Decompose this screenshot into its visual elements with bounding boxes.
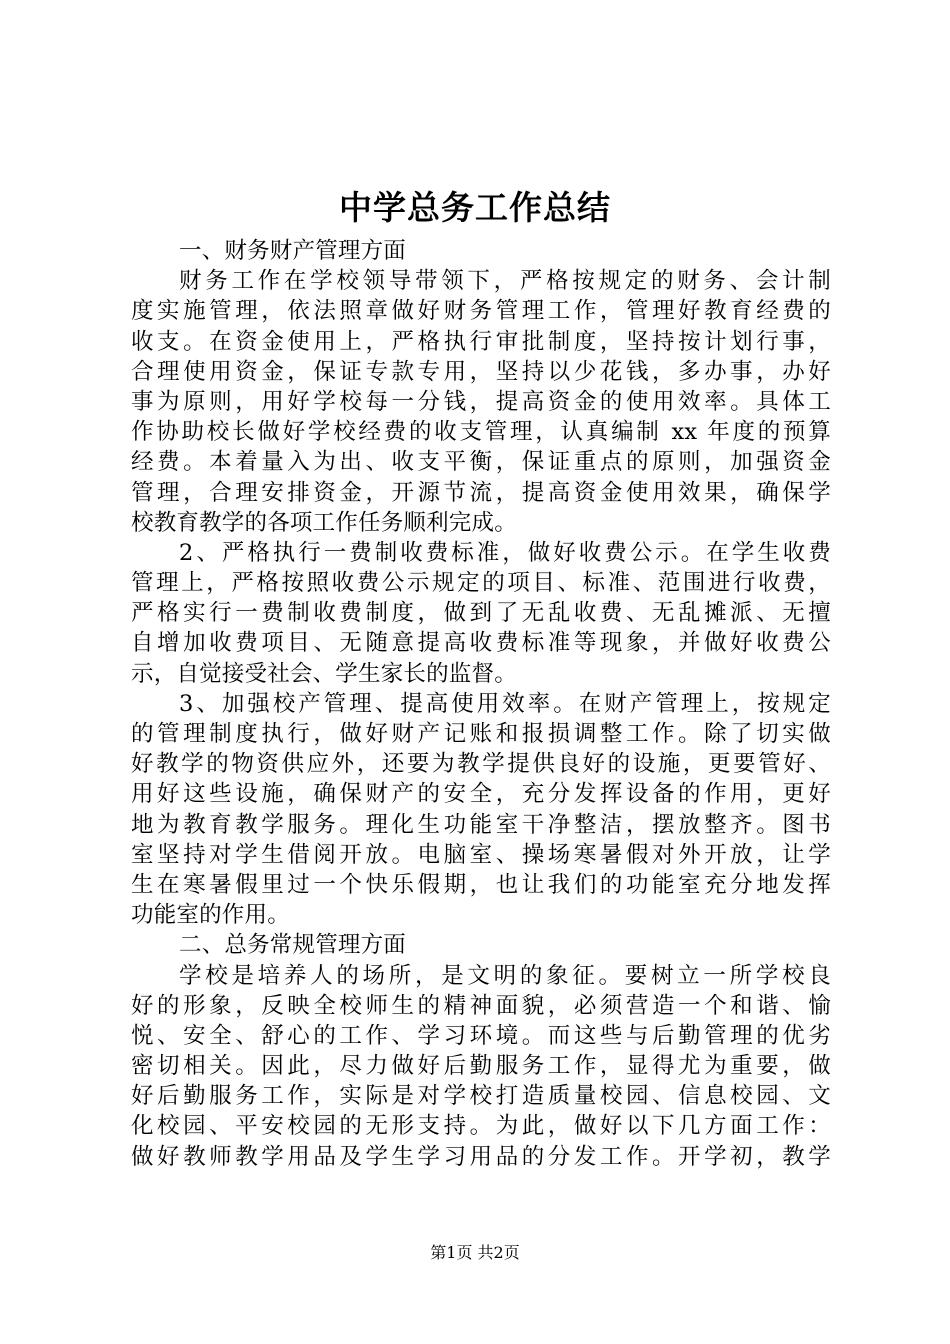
paragraph-line: 室坚持对学生借阅开放。电脑室、操场寒暑假对外开放，让学 bbox=[131, 841, 831, 868]
paragraph-line: 化校园、平安校园的无形支持。为此，做好以下几方面工作： bbox=[131, 1113, 831, 1140]
paragraph-line: 示，自觉接受社会、学生家长的监督。 bbox=[131, 660, 517, 687]
paragraph-line: 功能室的作用。 bbox=[131, 902, 290, 929]
page-number-footer: 第1页 共2页 bbox=[430, 1243, 520, 1262]
paragraph-line: 经费。本着量入为出、收支平衡，保证重点的原则，加强资金 bbox=[131, 449, 831, 476]
paragraph-line: 校教育教学的各项工作任务顺利完成。 bbox=[131, 509, 517, 536]
section-heading-finance: 一、财务财产管理方面 bbox=[179, 238, 407, 264]
paragraph-line: 好后勤服务工作，实际是对学校打造质量校园、信息校园、文 bbox=[131, 1083, 831, 1110]
paragraph-line: 密切相关。因此，尽力做好后勤服务工作，显得尤为重要，做 bbox=[131, 1053, 831, 1080]
paragraph-line: 度实施管理，依法照章做好财务管理工作，管理好教育经费的 bbox=[131, 298, 831, 325]
paragraph-line: 作协助校长做好学校经费的收支管理，认真编制 xx 年度的预算 bbox=[131, 419, 831, 446]
paragraph-line: 自增加收费项目、无随意提高收费标准等现象，并做好收费公 bbox=[131, 630, 831, 657]
paragraph-line: 管理上，严格按照收费公示规定的项目、标准、范围进行收费， bbox=[131, 570, 831, 597]
section-heading-general-affairs: 二、总务常规管理方面 bbox=[179, 932, 407, 959]
paragraph-line: 财务工作在学校领导带领下，严格按规定的财务、会计制 bbox=[179, 268, 831, 295]
paragraph-line: 合理使用资金，保证专款专用，坚持以少花钱，多办事，办好 bbox=[131, 358, 831, 385]
paragraph-line: 收支。在资金使用上，严格执行审批制度，坚持按计划行事， bbox=[131, 328, 831, 355]
paragraph-line: 学校是培养人的场所，是文明的象征。要树立一所学校良 bbox=[179, 962, 831, 989]
paragraph-line: 2、严格执行一费制收费标准，做好收费公示。在学生收费 bbox=[179, 539, 831, 566]
paragraph-line: 悦、安全、舒心的工作、学习环境。而这些与后勤管理的优劣 bbox=[131, 1022, 831, 1049]
paragraph-line: 的管理制度执行，做好财产记账和报损调整工作。除了切实做 bbox=[131, 721, 831, 747]
paragraph-line: 严格实行一费制收费制度，做到了无乱收费、无乱摊派、无擅 bbox=[131, 600, 831, 627]
paragraph-line: 好教学的物资供应外，还要为教学提供良好的设施，更要管好、 bbox=[131, 751, 831, 778]
paragraph-line: 3、加强校产管理、提高使用效率。在财产管理上，按规定 bbox=[179, 690, 831, 717]
paragraph-line: 管理，合理安排资金，开源节流，提高资金使用效果，确保学 bbox=[131, 479, 831, 506]
document-body bbox=[131, 236, 831, 1172]
paragraph-line: 地为教育教学服务。理化生功能室干净整洁，摆放整齐。图书 bbox=[131, 811, 831, 838]
paragraph-line: 生在寒暑假里过一个快乐假期，也让我们的功能室充分地发挥 bbox=[131, 871, 831, 898]
paragraph-line: 事为原则，用好学校每一分钱，提高资金的使用效率。具体工 bbox=[131, 388, 831, 415]
document-title: 中学总务工作总结 bbox=[339, 188, 611, 227]
paragraph-line: 用好这些设施，确保财产的安全，充分发挥设备的作用，更好 bbox=[131, 781, 831, 808]
paragraph-line: 好的形象，反映全校师生的精神面貌，必须营造一个和谐、愉 bbox=[131, 992, 831, 1019]
paragraph-line: 做好教师教学用品及学生学习用品的分发工作。开学初，教学 bbox=[131, 1143, 831, 1170]
